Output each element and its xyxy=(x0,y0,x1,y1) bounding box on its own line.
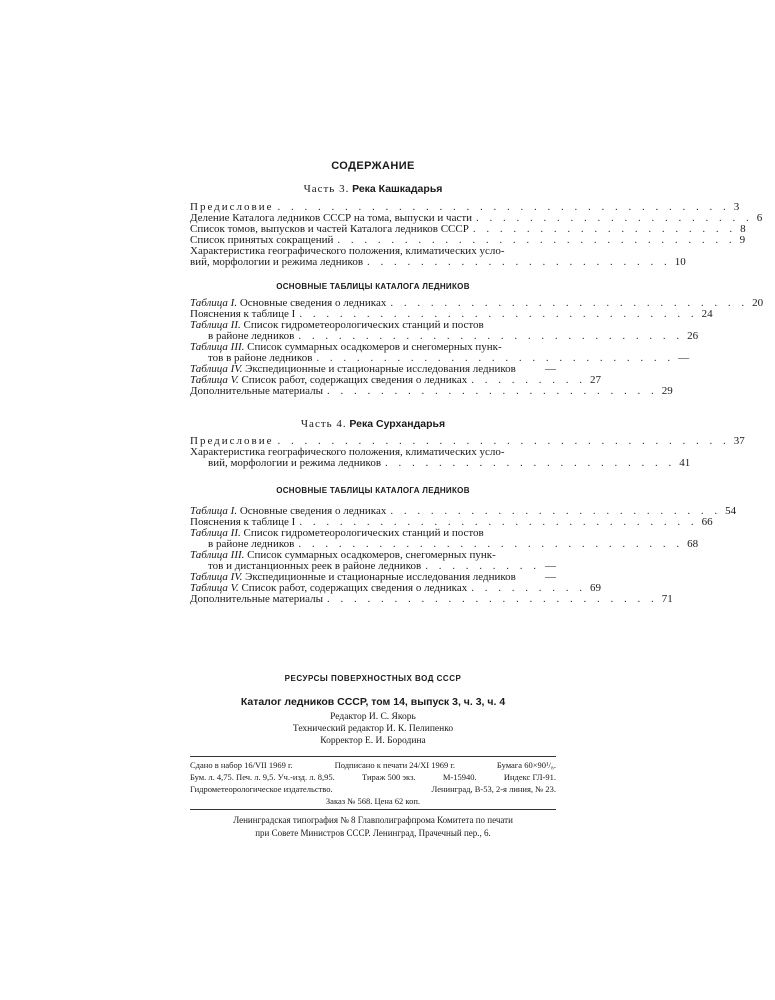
pub-index: Индекс ГЛ-91. xyxy=(503,772,556,782)
pub-address: Ленинград, В-53, 2-я линия, № 23. xyxy=(431,784,556,794)
toc-entry-title: Пояснения к таблице I xyxy=(190,308,296,320)
imprint-editor: Редактор И. С. Якорь xyxy=(330,712,416,722)
leader-dots: . . . . . . . . . . . . . . . . . . . . . xyxy=(476,212,753,224)
toc-entry-page: — xyxy=(545,363,556,375)
toc-entry-page: 20 xyxy=(752,297,764,309)
toc-entry-page: 24 xyxy=(701,308,713,320)
imprint-tech-editor: Технический редактор И. К. Пелипенко xyxy=(292,724,454,734)
part3-toc xyxy=(190,201,763,268)
toc-entry-title-cont: тов в районе ледников xyxy=(208,352,313,364)
toc-entry[interactable] xyxy=(190,457,691,469)
toc-entry-title-cont: вий, морфологии и режима ледников xyxy=(208,457,382,469)
toc-entry-title: Дополнительные материалы xyxy=(190,593,324,605)
toc-entry-title: Список работ, содержащих сведения о ледниках xyxy=(238,374,468,386)
table-label: Таблица V. xyxy=(190,374,239,386)
pub-print-run: Тираж 500 экз. xyxy=(361,772,416,782)
table-label: Таблица I. xyxy=(190,505,238,517)
pub-row xyxy=(190,759,556,771)
toc-entry-page: — xyxy=(545,571,556,583)
toc-entry-page: 6 xyxy=(756,212,763,224)
leader-dots: . . . . . . . . . . . . . . . . . . . . . . . . . . . . . xyxy=(298,330,684,342)
toc-entry-page: 8 xyxy=(740,223,746,235)
part4-tables-toc xyxy=(190,505,737,605)
printer-info xyxy=(190,814,556,840)
toc-entry-page: 68 xyxy=(687,538,699,550)
part3-section-title: ОСНОВНЫЕ ТАБЛИЦЫ КАТАЛОГА ЛЕДНИКОВ xyxy=(276,282,470,291)
pub-signed-date: Подписано к печати 24/XI 1969 г. xyxy=(334,760,456,770)
pub-publisher: Гидрометеорологическое издательство. xyxy=(190,784,333,794)
pub-typeset-date: Сдано в набор 16/VII 1969 г. xyxy=(190,760,293,770)
toc-entry[interactable] xyxy=(190,593,673,605)
toc-entry-title-cont: тов и дистанционных реек в районе ледников xyxy=(208,560,422,572)
part3-prefix: Часть 3. xyxy=(303,183,350,195)
leader-dots: . . . . . . . . . . . . . . . . . . . . . . . . . . . . . . xyxy=(337,234,736,246)
leader-dots: . . . . . . . . . . . . . . . . . . . . . . . . . . . . . . xyxy=(299,308,698,320)
toc-entry-title: Деление Каталога ледников СССР на тома, выпуски и части xyxy=(190,212,473,224)
leader-dots: . . . . . . . . . . . . . . . . . . . . . . . . . xyxy=(327,593,658,605)
table-label: Таблица II. xyxy=(190,319,241,331)
toc-entry-page: — xyxy=(678,352,690,364)
leader-dots: . . . . . . . . . xyxy=(471,582,586,594)
table-label: Таблица IV. xyxy=(190,571,243,583)
toc-entry-title-cont: в районе ледников xyxy=(208,538,295,550)
table-label: Таблица IV. xyxy=(190,363,243,375)
toc-entry-title: Список суммарных осадкомеров, снегомерных пунк- xyxy=(244,549,496,561)
part3-heading xyxy=(190,183,556,195)
publication-info xyxy=(190,759,556,807)
leader-dots: . . . . . . . . . . . . . . . . . . . . . . . xyxy=(367,256,671,268)
pub-order: Заказ № 568. Цена 62 коп. xyxy=(325,796,421,806)
toc-entry-page: 26 xyxy=(687,330,699,342)
pub-row xyxy=(190,771,556,783)
toc-entry-title: Список суммарных осадкомеров и снегомерных пунк- xyxy=(244,341,502,353)
toc-entry-page: 29 xyxy=(661,385,673,397)
toc-entry-page: 71 xyxy=(661,593,673,605)
toc-entry-title: Характеристика географического положения, климатических усло- xyxy=(190,446,505,458)
leader-dots: . . . . . . . . . . . . . . . . . . . . . . . . . . . xyxy=(390,297,749,309)
leader-dots: . . . . . . . . . . . . . . . . . . . . . . xyxy=(385,457,676,469)
toc-entry-title: Список работ, содержащих сведения о ледниках xyxy=(238,582,468,594)
table-label: Таблица V. xyxy=(190,582,239,594)
leader-dots: . . . . . . . . . xyxy=(471,374,586,386)
toc-entry-title: Список принятых сокращений xyxy=(190,234,334,246)
toc-entry-page: 9 xyxy=(739,234,746,246)
toc-entry-title: Пояснения к таблице I xyxy=(190,516,296,528)
part4-heading xyxy=(190,418,556,430)
leader-dots: . . . . . . . . . xyxy=(425,560,540,572)
toc-entry-title-cont: вий, морфологии и режима ледников xyxy=(190,256,364,268)
toc-entry-page: 69 xyxy=(589,582,601,594)
leader-dots: . . . . . . . . . . . . . . . . . . . . xyxy=(472,223,737,235)
toc-entry-page: 41 xyxy=(679,457,691,469)
pub-code: М-15940. xyxy=(442,772,477,782)
toc-entry-title: Список томов, выпусков и частей Каталога ледников СССР xyxy=(190,223,469,235)
pub-paper: Бумага 60×90¹/₈. xyxy=(496,760,556,770)
leader-dots: . . . . . . . . . . . . . . . . . . . . . . . . . . . . . . . . . . xyxy=(277,201,730,213)
part4-title: Река Сурхандарья xyxy=(349,418,446,430)
leader-dots: . . . . . . . . . . . . . . . . . . . . . . . . . xyxy=(327,385,658,397)
toc-entry-page: 27 xyxy=(589,374,601,386)
imprint-block xyxy=(190,674,556,683)
part4-section-title: ОСНОВНЫЕ ТАБЛИЦЫ КАТАЛОГА ЛЕДНИКОВ xyxy=(276,486,470,495)
toc-entry-page: 3 xyxy=(733,201,740,213)
part4-prefix: Часть 4. xyxy=(300,418,347,430)
toc-entry-title: Экспедиционные и стационарные исследования ледников xyxy=(242,363,516,375)
toc-entry-title: Предисловие xyxy=(190,201,274,213)
divider xyxy=(190,809,556,810)
pub-sheets: Бум. л. 4,75. Печ. л. 9,5. Уч.-изд. л. 8,95. xyxy=(190,772,335,782)
toc-entry-page: — xyxy=(545,560,556,572)
toc-entry-title: Характеристика географического положения, климатических усло- xyxy=(190,245,505,257)
table-label: Таблица III. xyxy=(190,341,245,353)
toc-entry-page: 37 xyxy=(733,435,745,447)
printer-line-1: Ленинградская типография № 8 Главполиграфпрома Комитета по печати xyxy=(233,815,513,825)
table-label: Таблица III. xyxy=(190,549,245,561)
toc-entry-title: Дополнительные материалы xyxy=(190,385,324,397)
toc-entry-title: Основные сведения о ледниках xyxy=(237,297,387,309)
table-label: Таблица I. xyxy=(190,297,238,309)
toc-entry-title: Список гидрометеорологических станций и постов xyxy=(240,319,484,331)
toc-entry[interactable] xyxy=(190,256,686,268)
toc-entry-title: Предисловие xyxy=(190,435,274,447)
part3-tables-toc xyxy=(190,297,764,397)
contents-heading: СОДЕРЖАНИЕ xyxy=(331,160,415,172)
imprint-book-title: Каталог ледников СССР, том 14, выпуск 3, ч. 3, ч. 4 xyxy=(240,696,506,708)
toc-entry[interactable] xyxy=(190,385,673,397)
toc-entry-page: 54 xyxy=(725,505,737,517)
leader-dots: . . . . . . . . . . . . . . . . . . . . . . . . . . . . . . . . . . xyxy=(277,435,730,447)
pub-row xyxy=(190,783,556,795)
toc-entry-title: Основные сведения о ледниках xyxy=(237,505,387,517)
leader-dots: . . . . . . . . . . . . . . . . . . . . . . . . . . . . . xyxy=(298,538,684,550)
part3-title: Река Кашкадарья xyxy=(352,183,443,195)
imprint-details xyxy=(190,696,556,747)
leader-dots: . . . . . . . . . . . . . . . . . . . . . . . . . xyxy=(390,505,722,517)
toc-entry-page: 10 xyxy=(674,256,686,268)
toc-entry-page: 66 xyxy=(701,516,713,528)
toc-entry-title: Экспедиционные и стационарные исследования ледников xyxy=(242,571,516,583)
divider xyxy=(190,756,556,757)
part4-toc xyxy=(190,435,745,469)
imprint-series: РЕСУРСЫ ПОВЕРХНОСТНЫХ ВОД СССР xyxy=(284,674,462,683)
table-label: Таблица II. xyxy=(190,527,241,539)
toc-entry-title: Список гидрометеорологических станций и постов xyxy=(240,527,484,539)
leader-dots: . . . . . . . . . . . . . . . . . . . . . . . . . . . xyxy=(316,352,675,364)
printer-line-2: при Совете Министров СССР. Ленинград, Прачечный пер., 6. xyxy=(255,828,491,838)
imprint-corrector: Корректор Е. И. Бородина xyxy=(320,736,426,746)
toc-entry-title-cont: в районе ледников xyxy=(208,330,295,342)
leader-dots: . . . . . . . . . . . . . . . . . . . . . . . . . . . . . . xyxy=(299,516,698,528)
